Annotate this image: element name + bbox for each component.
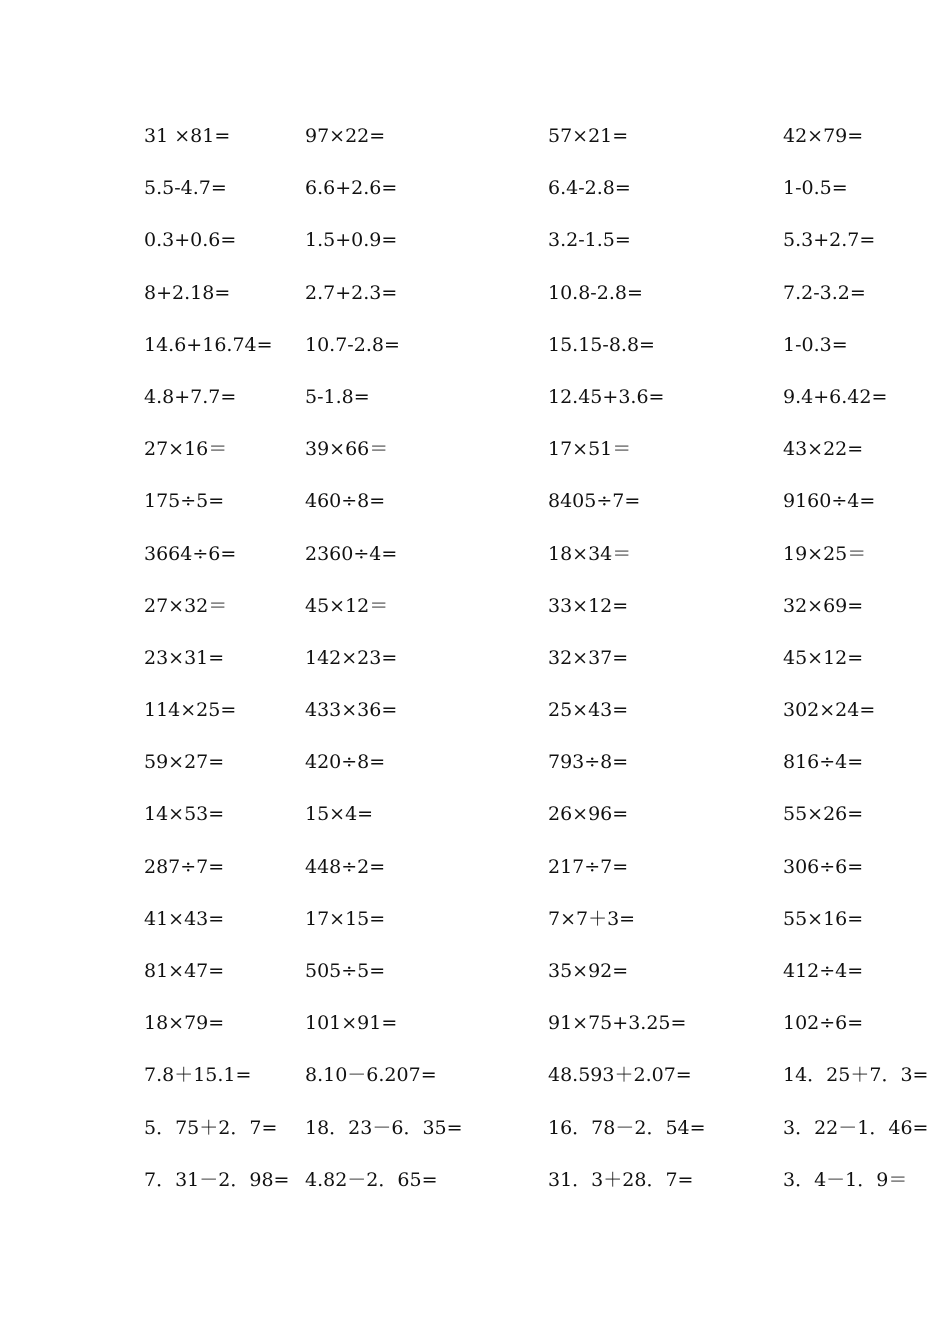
problem-cell: 23×31= — [144, 646, 225, 669]
problem-cell: 14.6+16.74= — [144, 333, 273, 356]
problem-cell: 8.10－6.207= — [305, 1064, 437, 1087]
problem-cell: 7.2-3.2= — [783, 281, 866, 304]
problem-cell: 32×69= — [783, 594, 864, 617]
problem-cell: 460÷8= — [305, 490, 386, 513]
problem-cell: 15.15-8.8= — [548, 333, 655, 356]
problem-cell: 114×25= — [144, 699, 237, 722]
problem-cell: 7．31－2．98= — [144, 1168, 290, 1191]
problem-cell: 59×27= — [144, 751, 225, 774]
problem-cell: 217÷7= — [548, 855, 629, 878]
problem-cell: 101×91= — [305, 1012, 398, 1035]
problem-cell: 19×25＝ — [783, 542, 867, 565]
problem-cell: 15×4= — [305, 803, 374, 826]
problem-cell: 793÷8= — [548, 751, 629, 774]
problem-cell: 45×12＝ — [305, 594, 389, 617]
problem-cell: 33×12= — [548, 594, 629, 617]
problem-cell: 302×24= — [783, 699, 876, 722]
problem-cell: 10.7-2.8= — [305, 333, 400, 356]
problem-cell: 8405÷7= — [548, 490, 641, 513]
problem-cell: 1-0.5= — [783, 177, 848, 200]
problem-cell: 3．22－1．46= — [783, 1116, 929, 1139]
problem-cell: 91×75+3.25= — [548, 1012, 687, 1035]
problem-cell: 17×15= — [305, 907, 386, 930]
problem-cell: 142×23= — [305, 646, 398, 669]
problem-cell: 3．4－1．9＝ — [783, 1168, 908, 1191]
problem-cell: 35×92= — [548, 960, 629, 982]
problem-cell: 39×66＝ — [305, 438, 389, 461]
problem-cell: 57×21= — [548, 125, 629, 147]
problem-cell: 97×22= — [305, 125, 386, 147]
problem-cell: 41×43= — [144, 907, 225, 930]
problem-cell: 16．78－2．54= — [548, 1116, 706, 1139]
problem-cell: 8+2.18= — [144, 281, 231, 304]
problem-cell: 3664÷6= — [144, 542, 237, 565]
problem-cell: 42×79= — [783, 125, 864, 147]
problem-cell: 306÷6= — [783, 855, 864, 878]
problem-cell: 14×53= — [144, 803, 225, 826]
problem-cell: 48.593＋2.07= — [548, 1064, 692, 1087]
problem-cell: 17×51＝ — [548, 438, 632, 461]
problem-cell: 18．23－6．35= — [305, 1116, 463, 1139]
problem-cell: 10.8-2.8= — [548, 281, 643, 304]
problem-cell: 175÷5= — [144, 490, 225, 513]
problem-cell: 433×36= — [305, 699, 398, 722]
problem-cell: 412÷4= — [783, 960, 864, 982]
problem-cell: 2.7+2.3= — [305, 281, 398, 304]
problem-cell: 9.4+6.42= — [783, 385, 888, 408]
problem-cell: 102÷6= — [783, 1012, 864, 1035]
problem-cell: 1.5+0.9= — [305, 229, 398, 252]
problem-cell: 448÷2= — [305, 855, 386, 878]
problem-cell: 81×47= — [144, 960, 225, 982]
problem-cell: 0.3+0.6= — [144, 229, 237, 252]
problem-grid — [144, 115, 950, 1211]
problem-cell: 31 ×81= — [144, 125, 231, 147]
problem-cell: 32×37= — [548, 646, 629, 669]
problem-cell: 5．75＋2．7= — [144, 1116, 278, 1139]
problem-cell: 27×32＝ — [144, 594, 228, 617]
problem-cell: 420÷8= — [305, 751, 386, 774]
problem-cell: 6.4-2.8= — [548, 177, 631, 200]
problem-cell: 4.8+7.7= — [144, 385, 237, 408]
problem-cell: 505÷5= — [305, 960, 386, 982]
problem-cell: 6.6+2.6= — [305, 177, 398, 200]
problem-cell: 45×12= — [783, 646, 864, 669]
problem-cell: 7×7＋3= — [548, 907, 636, 930]
problem-cell: 26×96= — [548, 803, 629, 826]
problem-cell: 1-0.3= — [783, 333, 848, 356]
problem-cell: 3.2-1.5= — [548, 229, 631, 252]
problem-cell: 55×26= — [783, 803, 864, 826]
problem-cell: 5.3+2.7= — [783, 229, 876, 252]
problem-cell: 31．3＋28．7= — [548, 1168, 694, 1191]
problem-cell: 18×79= — [144, 1012, 225, 1035]
problem-cell: 43×22= — [783, 438, 864, 461]
problem-cell: 816÷4= — [783, 751, 864, 774]
problem-cell: 2360÷4= — [305, 542, 398, 565]
problem-cell: 14．25＋7．3= — [783, 1064, 929, 1087]
problem-cell: 4.82－2．65= — [305, 1168, 438, 1191]
problem-cell: 7.8＋15.1= — [144, 1064, 252, 1087]
problem-cell: 5-1.8= — [305, 385, 370, 408]
problem-cell: 9160÷4= — [783, 490, 876, 513]
problem-cell: 25×43= — [548, 699, 629, 722]
problem-cell: 12.45+3.6= — [548, 385, 665, 408]
problem-cell: 55×16= — [783, 907, 864, 930]
problem-cell: 287÷7= — [144, 855, 225, 878]
problem-cell: 27×16＝ — [144, 438, 228, 461]
problem-cell: 18×34＝ — [548, 542, 632, 565]
problem-cell: 5.5-4.7= — [144, 177, 227, 200]
